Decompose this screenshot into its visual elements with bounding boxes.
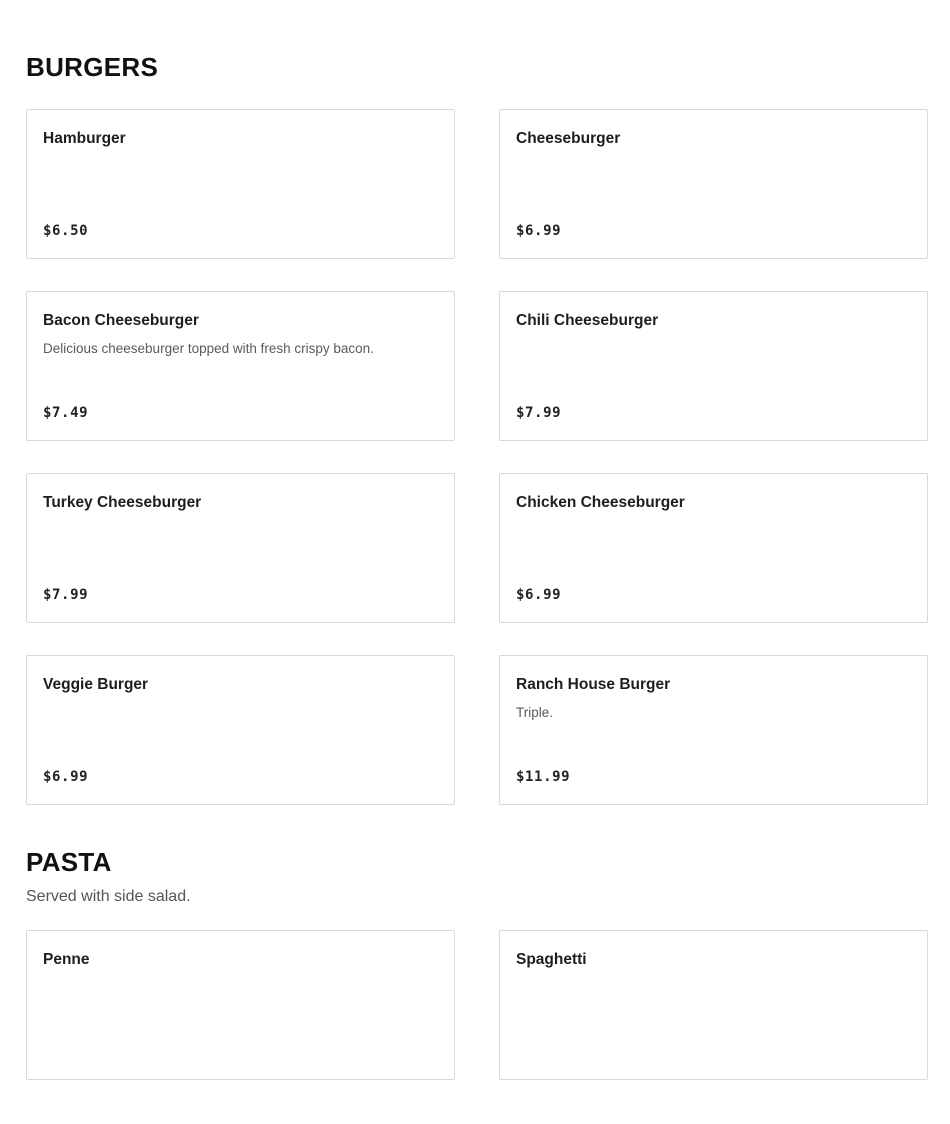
menu-item-description: Triple.: [516, 705, 554, 720]
menu-item-name: Penne: [43, 951, 90, 968]
section-title: BURGERS: [26, 52, 159, 82]
menu-item-price: $7.99: [43, 587, 89, 603]
menu-item-price: $7.99: [516, 405, 562, 421]
section-burgers: [0, 52, 950, 805]
menu-item-name: Bacon Cheeseburger: [43, 312, 199, 329]
menu-items-grid: [26, 109, 928, 805]
menu-item-card[interactable]: [499, 930, 928, 1080]
menu-item-price: $7.49: [43, 405, 89, 421]
menu-item-card[interactable]: [499, 473, 928, 623]
menu-item-price: $6.99: [43, 769, 89, 785]
menu-item-price: $6.50: [43, 223, 89, 239]
menu-item-name: Spaghetti: [516, 951, 587, 968]
menu-item-name: Ranch House Burger: [516, 676, 671, 693]
menu-item-name: Chicken Cheeseburger: [516, 494, 685, 511]
menu-item-name: Turkey Cheeseburger: [43, 494, 202, 511]
section-pasta: [0, 847, 950, 1080]
menu-item-name: Chili Cheeseburger: [516, 312, 659, 329]
menu-item-name: Cheeseburger: [516, 130, 621, 147]
menu-item-price: $11.99: [516, 769, 571, 785]
menu-item-card[interactable]: [26, 473, 455, 623]
menu-item-price: $6.99: [516, 223, 562, 239]
menu-item-description: Delicious cheeseburger topped with fresh crispy bacon.: [43, 341, 374, 356]
menu-item-card[interactable]: [26, 109, 455, 259]
menu-item-name: Veggie Burger: [43, 676, 149, 693]
menu-item-card[interactable]: [499, 109, 928, 259]
menu-item-card[interactable]: [499, 655, 928, 805]
menu-item-card[interactable]: [26, 655, 455, 805]
menu-item-price: $6.99: [516, 587, 562, 603]
section-title: PASTA: [26, 847, 112, 877]
section-description: Served with side salad.: [26, 888, 191, 905]
menu-item-name: Hamburger: [43, 130, 126, 147]
menu-item-card[interactable]: [499, 291, 928, 441]
menu-items-grid: [26, 930, 928, 1080]
menu-item-card[interactable]: [26, 930, 455, 1080]
menu-item-card[interactable]: [26, 291, 455, 441]
